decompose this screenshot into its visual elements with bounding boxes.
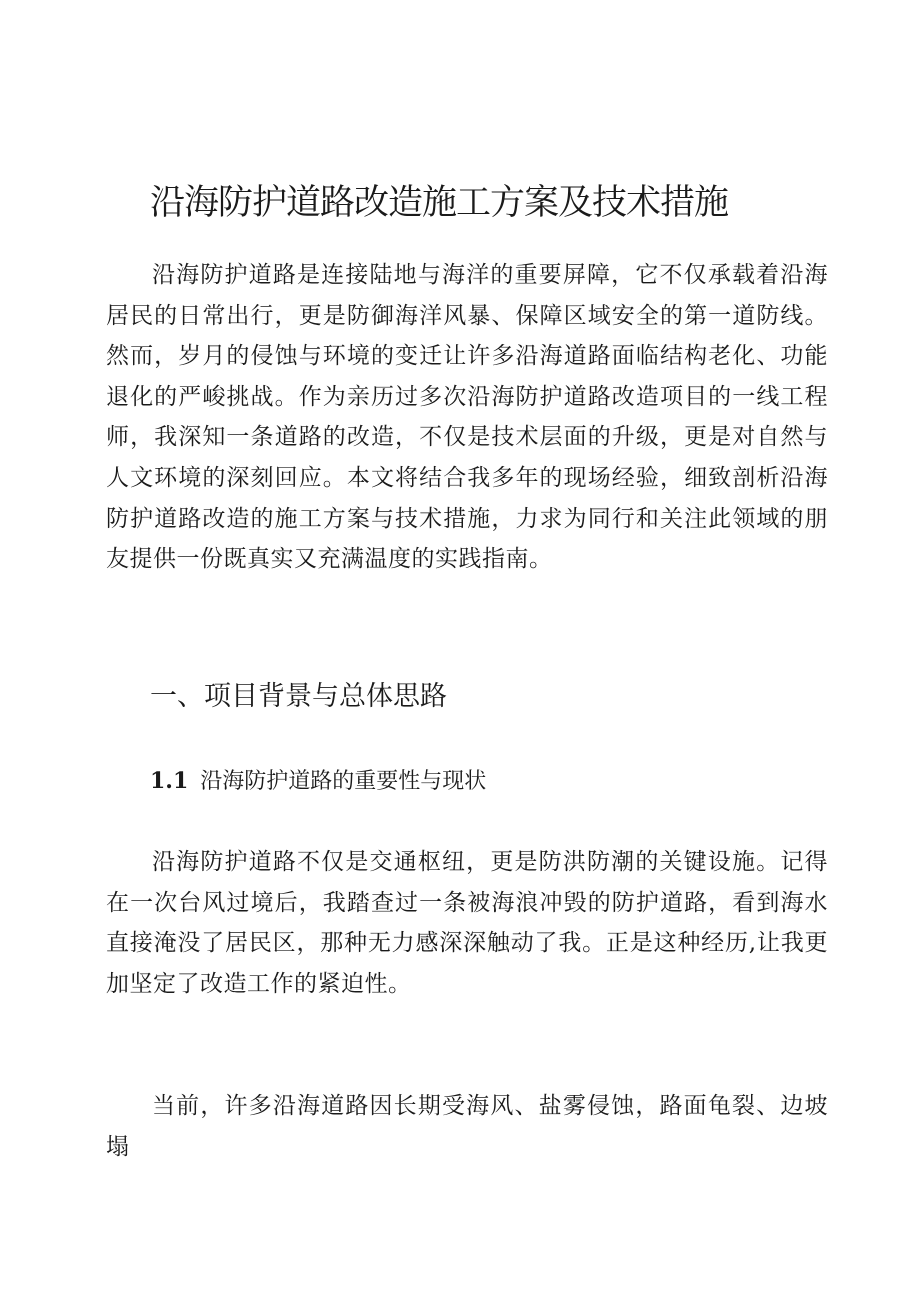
subsection-title: 沿海防护道路的重要性与现状: [200, 769, 487, 794]
document-title: 沿海防护道路改造施工方案及技术措施: [150, 183, 729, 223]
subsection-heading: [150, 765, 486, 798]
section-heading: 一、项目背景与总体思路: [150, 681, 447, 712]
body-paragraph-partial: 当前，许多沿海道路因长期受海风、盐雾侵蚀，路面龟裂、边坡塌: [106, 1093, 828, 1160]
intro-paragraph: 沿海防护道路是连接陆地与海洋的重要屏障，它不仅承载着沿海居民的日常出行，更是防御海洋风暴、保障区域安全的第一道防线。然而，岁月的侵蚀与环境的变迁让许多沿海道路面临结构老化、功能退化的严峻挑战。作为亲历过多次沿海防护道路改造项目的一线工程师，我深知一条道路的改造，不仅是技术层面的升级，更是对自然与人文环境的深刻回应。本文将结合我多年的现场经验，细致剖析沿海防护道路改造的施工方案与技术措施，力求为同行和关注此领域的朋友提供一份既真实又充满温度的实践指南。: [106, 262, 828, 573]
body-paragraph: 沿海防护道路不仅是交通枢纽，更是防洪防潮的关键设施。记得在一次台风过境后，我踏查过一条被海浪冲毁的防护道路，看到海水直接淹没了居民区，那种无力感深深触动了我。正是这种经历,让我更加坚定了改造工作的紧迫性。: [106, 849, 828, 997]
subsection-number: 1.1: [150, 768, 189, 794]
